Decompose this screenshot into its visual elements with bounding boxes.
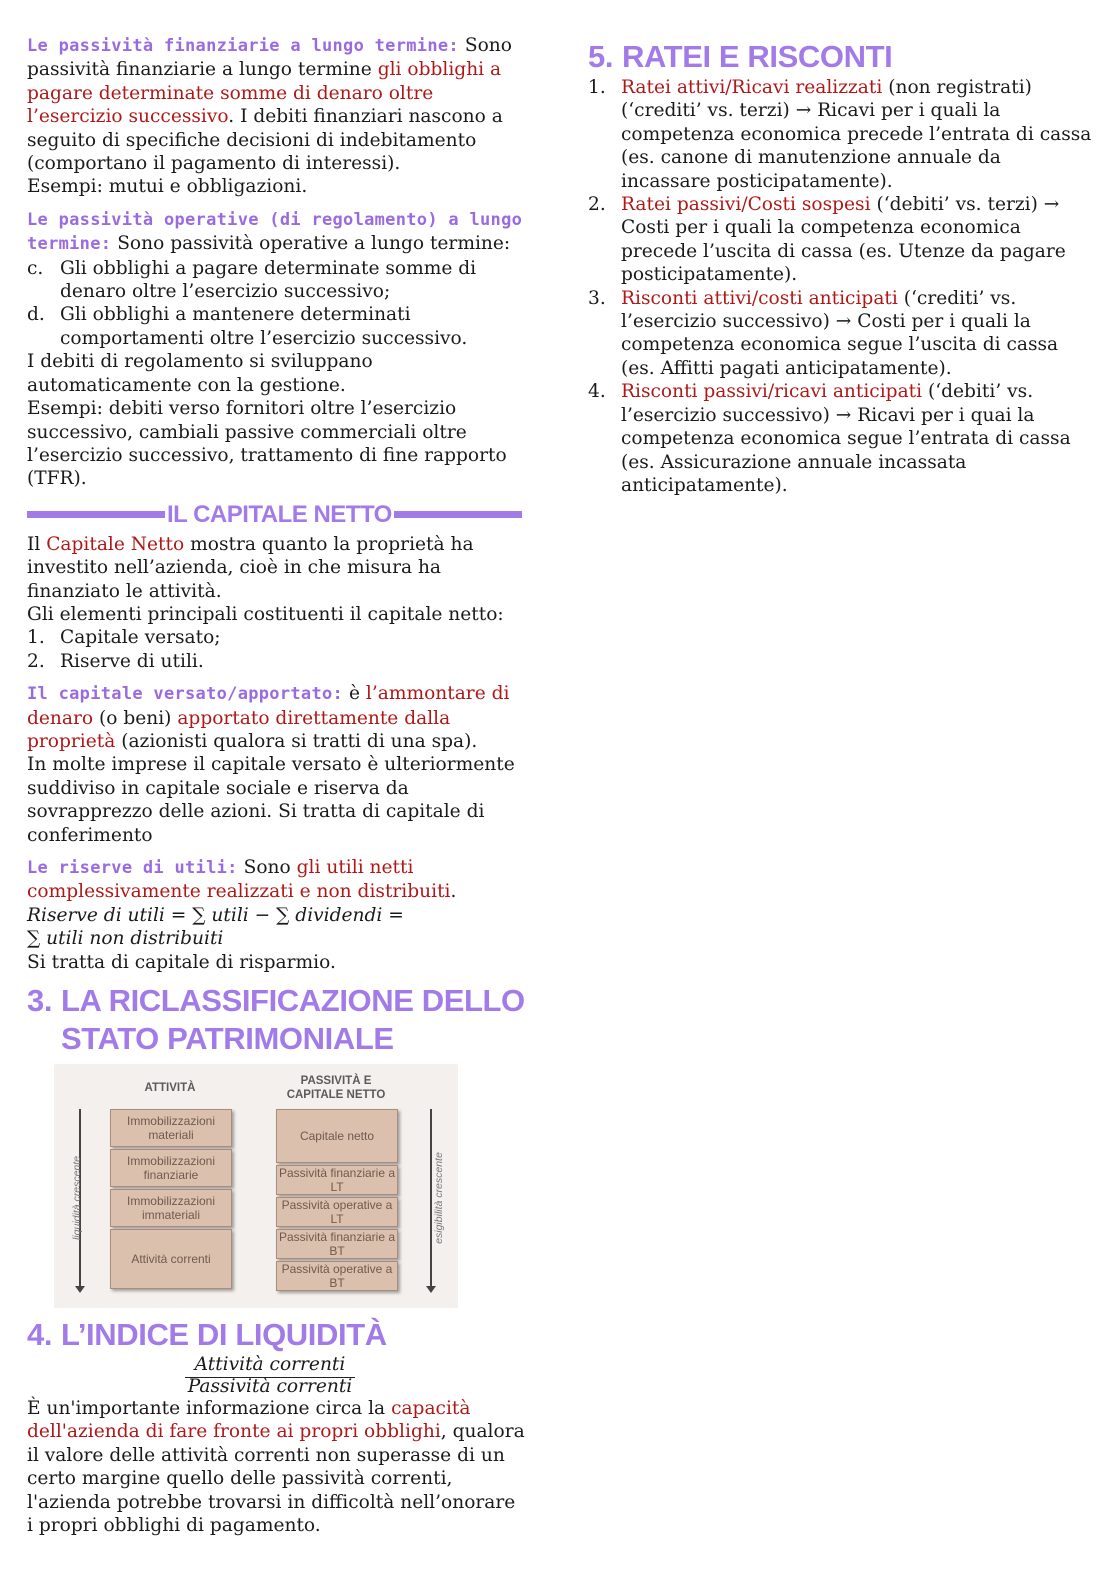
list-item: [588, 287, 1093, 381]
liquidity-text-2: , qualora il valore delle attività correnti non superasse di un certo margine quello delle passività correnti, l'azienda potrebbe trovarsi in difficoltà nell’onorare i propri obblighi di pagamento.: [27, 1421, 525, 1537]
fraction-denominator: Passività correnti: [187, 1376, 353, 1398]
liquidity-paragraph: [27, 1397, 527, 1537]
list-text: Riserve di utili.: [60, 650, 204, 672]
list-text: Gli obblighi a pagare determinate somme di denaro oltre l’esercizio successivo;: [60, 257, 477, 303]
diagram-right-header-2: CAPITALE NETTO: [286, 1089, 386, 1102]
right-axis-label: esigibilità crescente: [433, 1152, 445, 1244]
section-3-heading: [27, 982, 527, 1058]
section-4-title: L’INDICE DI LIQUIDITÀ: [61, 1317, 387, 1353]
box-passivita-finanziarie-bt: Passività finanziarie a BT: [276, 1229, 398, 1259]
list-item: [588, 380, 1093, 497]
right-axis-arrow: [430, 1109, 432, 1287]
box-immobilizzazioni-immateriali: Immobilizzazioni immateriali: [110, 1189, 232, 1227]
separator-bar-left: [27, 511, 165, 518]
list-marker: 2.: [588, 194, 606, 216]
list-text: (‘debiti’ vs. l’esercizio successivo) → Ricavi per i quai la competenza economica segue l’entrata di cassa (es. Assicurazione annuale incassata anticipatamente).: [621, 381, 1071, 496]
versato-red-2: apportato direttamente dalla proprietà: [27, 707, 451, 752]
riserve-formula-1: Riserve di utili = ∑ utili − ∑ dividendi =: [27, 904, 404, 926]
section-4-number: 4.: [27, 1317, 53, 1353]
section-5-title: RATEI E RISCONTI: [622, 39, 893, 74]
box-passivita-operative-lt: Passività operative a LT: [276, 1197, 398, 1227]
capitale-text-pre: Il: [27, 533, 47, 555]
capitale-text-1: mostra quanto la proprietà ha investito nell’azienda, cioè in che misura ha finanziato le attività.: [27, 533, 474, 602]
po-lt-heading-2: termine:: [27, 234, 112, 255]
po-lt-heading-1: Le passività operative (di regolamento) a lungo: [27, 209, 523, 230]
section-4-heading: [27, 1316, 527, 1354]
box-passivita-finanziarie-lt: Passività finanziarie a LT: [276, 1165, 398, 1195]
section-3-line-2: STATO PATRIMONIALE: [61, 1021, 394, 1057]
left-column: [27, 34, 527, 1537]
riserve-formula-2: ∑ utili non distribuiti: [27, 928, 224, 950]
po-lt-text-1: Sono passività operative a lungo termine:: [111, 233, 511, 255]
liquidity-red: capacità dell'azienda di fare fronte ai propri obblighi: [27, 1398, 471, 1443]
pf-lt-red: gli obblighi a pagare determinate somme di denaro oltre l’esercizio successivo: [27, 59, 502, 128]
list-text: (non registrati) (‘crediti’ vs. terzi) → Ricavi per i quali la competenza economica precede l’entrata di cassa (es. canone di manutenzione annuale da incassare posticipatamente).: [621, 77, 1092, 192]
section-5-heading: [588, 38, 1093, 76]
capitale-red: Capitale Netto: [46, 533, 185, 555]
balance-sheet-diagram: [54, 1064, 458, 1308]
list-item: [27, 650, 527, 673]
section-5-number: 5.: [588, 39, 614, 74]
capitale-title: IL CAPITALE NETTO: [167, 500, 392, 528]
capitale-text-2: Gli elementi principali costituenti il capitale netto:: [27, 603, 504, 625]
pf-lt-paragraph: [27, 34, 527, 175]
po-lt-text-2: I debiti di regolamento si sviluppano automaticamente con la gestione.: [27, 351, 373, 396]
versato-red-1: l’ammontare di denaro: [27, 683, 510, 729]
pf-lt-heading: Le passività finanziarie a lungo termine:: [27, 36, 459, 56]
left-axis-label: liquidità crescente: [71, 1156, 83, 1241]
capitale-paragraph: [27, 533, 527, 603]
list-text: Gli obblighi a mantenere determinati comportamenti oltre l’esercizio successivo.: [60, 304, 468, 349]
list-marker: 3.: [588, 287, 606, 309]
list-text: (‘crediti’ vs. l’esercizio successivo) → Costi per i quali la competenza economica segue l’uscita di cassa (es. Affitti pagati anticipatamente).: [621, 287, 1059, 379]
fraction-numerator: Attività correnti: [194, 1354, 346, 1376]
separator-bar-right: [394, 511, 522, 518]
versato-text-2: (o beni): [93, 707, 178, 729]
ratei-list: [588, 76, 1093, 497]
list-marker: 4.: [588, 381, 606, 403]
po-lt-paragraph: [27, 208, 527, 257]
versato-paragraph: [27, 682, 527, 753]
list-marker: 1.: [588, 77, 606, 98]
diagram-right-header: [276, 1074, 396, 1102]
capitale-separator: [27, 501, 527, 529]
list-red: Ratei passivi/Costi sospesi: [621, 194, 871, 216]
list-marker: 2.: [27, 650, 45, 672]
po-lt-list: [27, 257, 527, 351]
right-column: [588, 34, 1093, 497]
box-capitale-netto: Capitale netto: [276, 1109, 398, 1163]
list-marker: 1.: [27, 627, 45, 649]
list-red: Risconti attivi/costi anticipati: [621, 287, 898, 309]
box-immobilizzazioni-finanziarie: Immobilizzazioni finanziarie: [110, 1149, 232, 1187]
riserve-text-1: Sono: [237, 857, 297, 878]
list-red: Risconti passivi/ricavi anticipati: [621, 381, 923, 403]
pf-lt-text-1: Sono passività finanziarie a lungo termine: [27, 35, 512, 81]
po-lt-examples: Esempi: debiti verso fornitori oltre l’esercizio successivo, cambiali passive commerciali oltre l’esercizio successivo, trattamento di fine rapporto (TFR).: [27, 398, 507, 490]
list-red: Ratei attivi/Ricavi realizzati: [621, 77, 883, 98]
pf-lt-text-2: . I debiti finanziari nascono a seguito di specifiche decisioni di indebitamento (comportano il pagamento di interessi).: [27, 106, 503, 175]
list-text: Capitale versato;: [60, 627, 221, 649]
list-text: (‘debiti’ vs. terzi) → Costi per i quali la competenza economica precede l’uscita di cassa (es. Utenze da pagare posticipatamente).: [621, 194, 1066, 286]
riserve-paragraph: [27, 856, 527, 904]
diagram-left-header: ATTIVITÀ: [144, 1082, 196, 1095]
list-marker: d.: [27, 304, 45, 326]
list-item: [27, 626, 527, 649]
versato-text-3: (azionisti qualora si tratti di una spa).: [115, 730, 478, 752]
box-passivita-operative-bt: Passività operative a BT: [276, 1261, 398, 1291]
riserve-text-3: Si tratta di capitale di risparmio.: [27, 951, 336, 973]
list-item: [27, 303, 527, 350]
list-item: [588, 76, 1093, 193]
liquidity-text-1: È un'importante informazione circa la: [27, 1398, 392, 1420]
list-item: [588, 193, 1093, 287]
pf-lt-examples: Esempi: mutui e obbligazioni.: [27, 176, 308, 198]
versato-text-1: è: [343, 683, 366, 705]
riserve-text-2: .: [450, 881, 457, 903]
list-item: [27, 257, 527, 304]
diagram-right-header-1: PASSIVITÀ E: [300, 1075, 372, 1088]
liquidity-fraction: [185, 1354, 355, 1397]
box-attivita-correnti: Attività correnti: [110, 1229, 232, 1289]
riserve-red: gli utili netti complessivamente realizzati e non distribuiti: [27, 857, 451, 903]
capitale-list: [27, 626, 527, 673]
section-3-line-1: LA RICLASSIFICAZIONE DELLO: [61, 983, 525, 1019]
versato-text-4: In molte imprese il capitale versato è ulteriormente suddiviso in capitale sociale e riserva da sovrapprezzo delle azioni. Si tratta di capitale di conferimento: [27, 754, 515, 846]
box-immobilizzazioni-materiali: Immobilizzazioni materiali: [110, 1109, 232, 1147]
riserve-heading: Le riserve di utili:: [27, 858, 238, 878]
versato-heading: Il capitale versato/apportato:: [27, 684, 344, 705]
list-marker: c.: [27, 257, 44, 279]
section-3-number: 3.: [27, 983, 53, 1019]
